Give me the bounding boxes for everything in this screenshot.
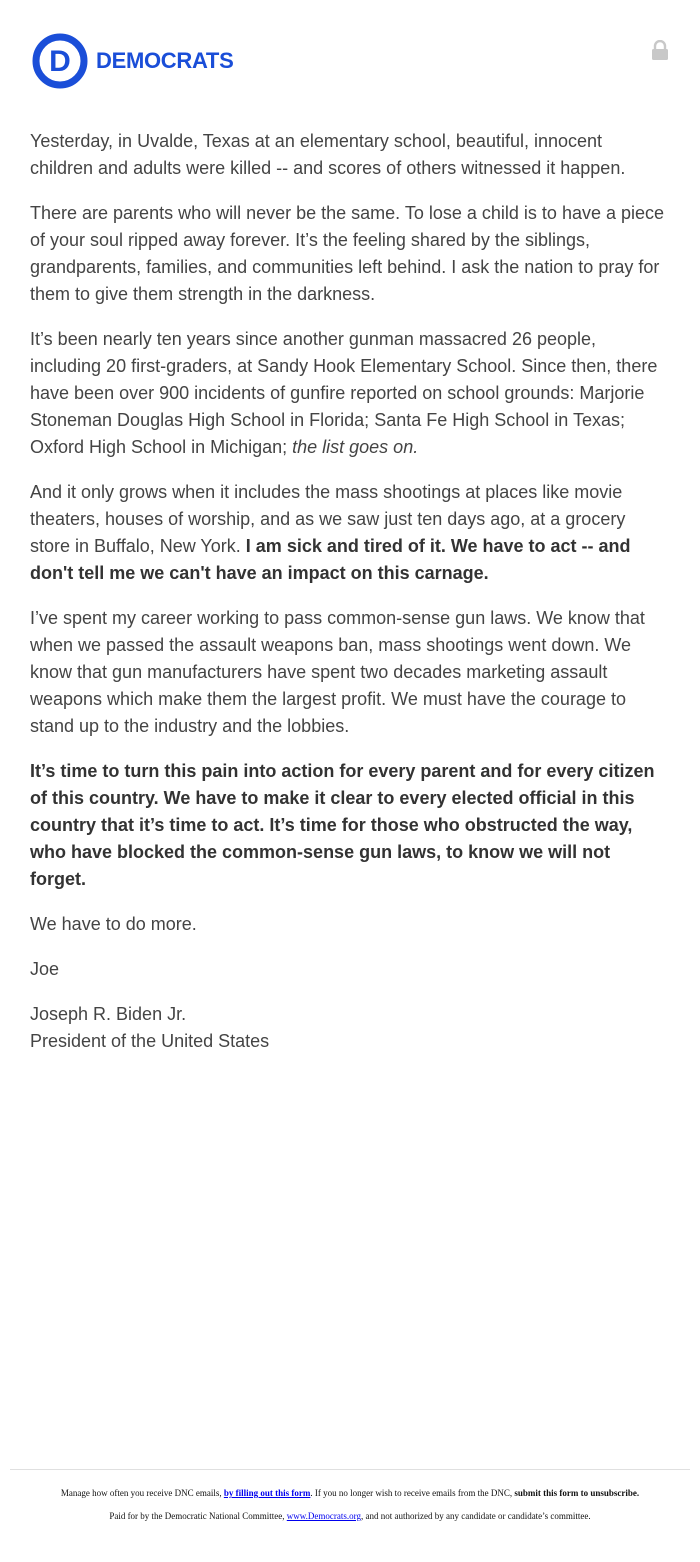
footer-manage-middle: . If you no longer wish to receive emails from the DNC, (310, 1488, 515, 1498)
mass-shootings-text: And it only grows when it includes the mass shootings at places like movie theaters, houses of worship, and as we saw just ten days ago, at a grocery store in Buffalo, New York. (30, 482, 626, 556)
paragraph-parents: There are parents who will never be the same. To lose a child is to have a piece of your soul ripped away forever. It’s the feeling shared by the siblings, grandparents, families, and communities left behind. I ask the nation to pray for them to give them strength in the darkness. (30, 203, 665, 304)
democrats-logo[interactable] (32, 33, 233, 89)
email-header (0, 0, 700, 120)
list-goes-on-italic: the list goes on. (292, 437, 419, 457)
paragraph-uvalde: Yesterday, in Uvalde, Texas at an elementary school, beautiful, innocent children and adults were killed -- and scores of others witnessed it happen. (30, 131, 626, 178)
unsubscribe-link[interactable]: submit this form to unsubscribe. (514, 1488, 640, 1498)
signature-name: Joseph R. Biden Jr. (30, 1004, 187, 1024)
paragraph-sandy-hook (30, 326, 670, 461)
logo-wordmark: DEMOCRATS (96, 48, 234, 73)
call-to-action-bold: It’s time to turn this pain into action for every parent and for every citizen of this country. We have to make it clear to every elected official in this country that it’s time to act. It’s time for those who obstructed the way, who have blocked the common-sense gun laws, to know we will not forget. (30, 761, 655, 889)
logo-letter: D (49, 45, 71, 78)
paragraph-sign-off: Joe (30, 959, 60, 979)
footer-paid-line (40, 1511, 660, 1522)
email-footer (40, 1488, 660, 1534)
sick-and-tired-bold: I am sick and tired of it. We have to act -- and don't tell me we can't have an impact on this carnage. (30, 536, 631, 583)
manage-preferences-link[interactable]: by filling out this form (223, 1488, 311, 1498)
democrats-d-logo-icon (32, 33, 88, 89)
sandy-hook-text: It’s been nearly ten years since another gunman massacred 26 people, including 20 first-graders, at Sandy Hook Elementary School. Since then, there have been over 900 incidents of gunfire reported on school grounds: Marjorie Stoneman Douglas High School in Florida; Santa Fe High School in Texas; Oxford High School in Michigan; (30, 329, 658, 457)
paragraph-do-more: We have to do more. (30, 914, 197, 934)
footer-manage-prefix: Manage how often you receive DNC emails, (60, 1488, 224, 1498)
signature-block (30, 1001, 670, 1055)
footer-paid-suffix: , and not authorized by any candidate or candidate’s committee. (361, 1511, 591, 1521)
signature-title: President of the United States (30, 1031, 270, 1051)
lock-icon (651, 40, 669, 60)
footer-manage-line (40, 1488, 660, 1499)
paragraph-mass-shootings (30, 479, 670, 587)
footer-divider (10, 1469, 690, 1470)
paragraph-call-to-action (30, 758, 670, 893)
letter-body (30, 128, 670, 1073)
paragraph-career: I’ve spent my career working to pass common-sense gun laws. We know that when we passed the assault weapons ban, mass shootings went down. We know that gun manufacturers have spent two decades marketing assault weapons which make them the largest profit. We must have the courage to stand up to the industry and the lobbies. (30, 608, 645, 736)
democrats-org-link[interactable]: www.Democrats.org (286, 1511, 361, 1521)
footer-paid-prefix: Paid for by the Democratic National Committee, (109, 1511, 287, 1521)
